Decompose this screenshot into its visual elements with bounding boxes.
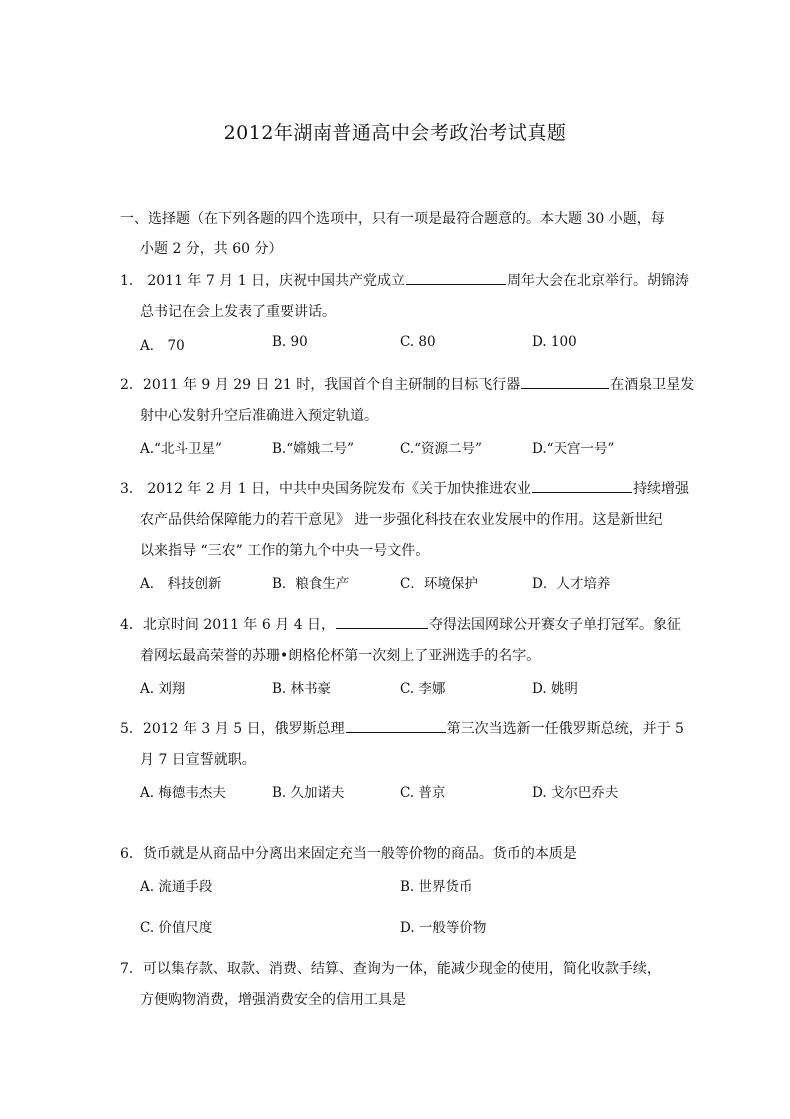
question-1 [120, 270, 690, 290]
q1-option-b: B. 90 [272, 334, 308, 350]
question-4-text-a: 4．北京时间 2011 年 6 月 4 日， [120, 617, 336, 633]
question-5 [120, 718, 684, 738]
q5-option-d: D. 戈尔巴乔夫 [532, 785, 619, 801]
question-7: 7．可以集存款、取款、消费、结算、查询为一体，能减少现金的使用，简化收款手续， [120, 961, 661, 977]
question-2-text-a: 2．2011 年 9 月 29 日 21 时，我国首个自主研制的目标飞行器 [120, 377, 521, 393]
answer-blank [532, 479, 632, 493]
q2-option-d: D.“天宫一号” [532, 441, 615, 457]
q1-option-c: C. 80 [400, 334, 436, 350]
answer-blank [336, 615, 428, 629]
question-1-text-b: 周年大会在北京举行。胡锦涛 [507, 273, 690, 289]
page-title: 2012年湖南普通高中会考政治考试真题 [223, 122, 567, 144]
question-7-cont: 方便购物消费，增强消费安全的信用工具是 [140, 992, 406, 1008]
q3-option-b: B．粮食生产 [272, 576, 350, 592]
q6-option-c: C. 价值尺度 [140, 920, 213, 936]
question-5-text-a: 5．2012 年 3 月 5 日，俄罗斯总理 [120, 721, 345, 737]
answer-blank [521, 375, 609, 389]
q5-option-a: A. 梅德韦杰夫 [140, 785, 226, 801]
q2-option-b: B.“嫦娥二号” [272, 441, 355, 457]
q4-option-b: B. 林书豪 [272, 681, 332, 697]
question-5-cont: 月 7 日宣誓就职。 [140, 752, 256, 768]
question-4 [120, 614, 680, 634]
question-2-text-b: 在酒泉卫星发 [610, 377, 695, 393]
answer-blank [346, 719, 446, 733]
question-3-cont-2: 以来指导 “三农” 工作的第九个中央一号文件。 [140, 543, 430, 559]
q2-option-c: C.“资源二号” [400, 441, 482, 457]
q4-option-d: D. 姚明 [532, 681, 578, 697]
q6-option-b: B. 世界货币 [400, 879, 473, 895]
question-1-text-a: 1． 2011 年 7 月 1 日，庆祝中国共产党成立 [120, 273, 406, 289]
q3-option-d: D．人才培养 [532, 576, 611, 592]
question-4-text-b: 夺得法国网球公开赛女子单打冠军。象征 [429, 617, 682, 633]
question-4-cont: 着网坛最高荣誉的苏珊•朗格伦杯第一次刻上了亚洲选手的名字。 [140, 648, 541, 664]
q4-option-a: A. 刘翔 [140, 681, 186, 697]
q1-option-d: D. 100 [532, 334, 577, 350]
question-6: 6．货币就是从商品中分离出来固定充当一般等价物的商品。货币的本质是 [120, 846, 577, 862]
q3-option-c: C．环境保护 [400, 576, 478, 592]
question-2-cont: 射中心发射升空后准确进入预定轨道。 [140, 408, 378, 424]
section-heading-cont: 小题 2 分，共 60 分） [140, 241, 283, 257]
q6-option-d: D. 一般等价物 [400, 920, 487, 936]
q4-option-c: C. 李娜 [400, 681, 446, 697]
q1-option-a: A． 70 [140, 338, 185, 354]
q5-option-c: C. 普京 [400, 785, 446, 801]
question-1-cont: 总书记在会上发表了重要讲话。 [140, 304, 336, 320]
question-3-cont: 农产品供给保障能力的若干意见》 进一步强化科技在农业发展中的作用。这是新世纪 [140, 512, 663, 528]
question-3-text-b: 持续增强 [633, 481, 690, 497]
question-5-text-b: 第三次当选新一任俄罗斯总统，并于 5 [446, 721, 684, 737]
question-3 [120, 478, 690, 498]
q5-option-b: B. 久加诺夫 [272, 785, 345, 801]
question-3-text-a: 3． 2012 年 2 月 1 日，中共中央国务院发布《关于加快推进农业 [120, 481, 532, 497]
section-heading: 一、选择题（在下列各题的四个选项中，只有一项是最符合题意的。本大题 30 小题，每 [120, 211, 665, 227]
question-2 [120, 374, 695, 394]
q3-option-a: A． 科技创新 [140, 576, 222, 592]
answer-blank [406, 271, 506, 285]
q2-option-a: A.“北斗卫星” [140, 441, 222, 457]
q6-option-a: A. 流通手段 [140, 879, 213, 895]
